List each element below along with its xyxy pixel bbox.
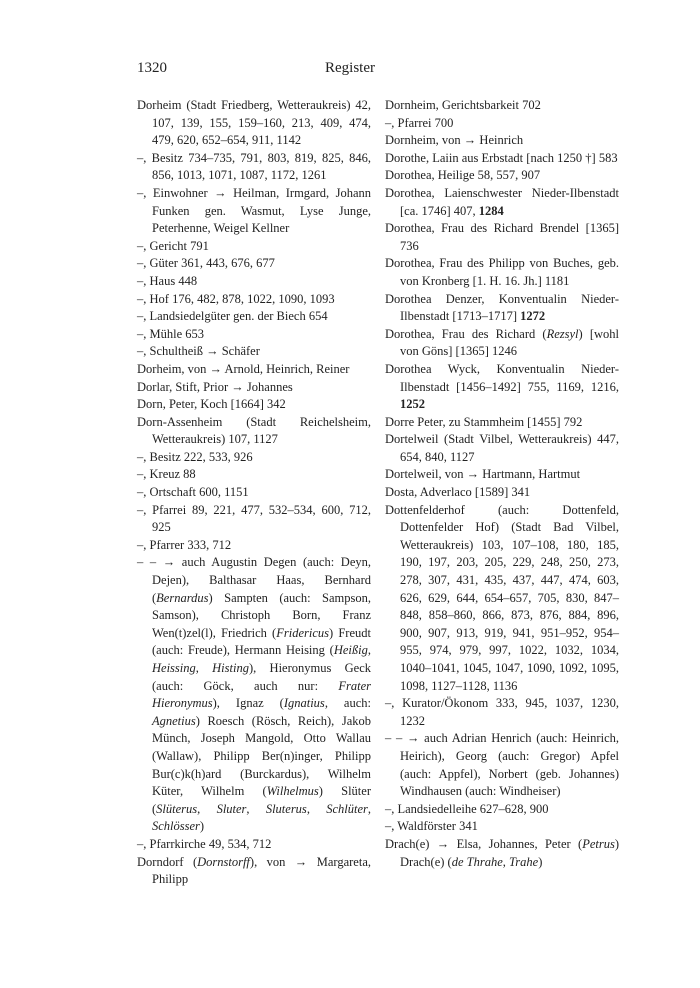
index-entry <box>385 97 619 115</box>
index-entry <box>385 695 619 730</box>
index-entry <box>137 854 371 889</box>
index-entry <box>137 502 371 537</box>
index-entry-segment: Dornheim, von → Heinrich <box>385 133 524 148</box>
index-entry-segment: –, Waldförster 341 <box>385 819 478 834</box>
index-entry <box>137 379 371 397</box>
index-entry-segment: Wilhelmus <box>266 784 319 799</box>
index-entry-segment: Dortelweil (Stadt Vilbel, Wetteraukreis) 447, 654, 840, 1127 <box>385 432 619 464</box>
index-entry-segment: 1272 <box>520 309 546 324</box>
index-entry-segment: Dorothea, Frau des Philipp von Buches, geb. von Kronberg [1. H. 16. Jh.] 1181 <box>385 256 619 288</box>
index-column-left <box>137 97 371 889</box>
index-entry-segment: –, Haus 448 <box>137 273 198 288</box>
index-entry-segment: ) Freudt (auch: Freude), Hermann Heising ( <box>152 625 371 658</box>
index-entry <box>385 291 619 326</box>
index-entry <box>137 273 371 291</box>
index-entry <box>385 326 619 361</box>
index-entry-segment: ) Roesch (Rösch, Reich), Jakob Münch, Joseph Mangold, Otto Wallau (Wallaw), Philipp Ber(n)inger, Philipp Bur(c)k(h)ard (Burckardus), Wilhelm Küter, Wilhelm ( <box>152 713 371 799</box>
index-entry-segment: Schlösser <box>152 819 200 834</box>
index-entry <box>137 326 371 344</box>
page-number: 1320 <box>137 60 167 76</box>
index-entry-segment: – – → auch Adrian Henrich (auch: Heinrich, Heirich), Georg (auch: Gregor) Apfel (auch: Appfel), Norbert (geb. Johannes) Windhausen (auch: Windheiser) <box>385 731 619 799</box>
index-entry-segment: Dorn, Peter, Koch [1664] 342 <box>137 397 286 412</box>
index-entry-segment: ) [wohl von Göns] [1365] 1246 <box>400 326 619 359</box>
index-entry <box>137 466 371 484</box>
index-entry-segment: Dornheim, Gerichtsbarkeit 702 <box>385 98 541 112</box>
index-entry <box>385 167 619 185</box>
index-entry-segment: Fridericus <box>276 625 330 640</box>
index-entry-segment: Dorothea, Frau des Richard ( <box>385 326 547 341</box>
index-entry <box>385 414 619 432</box>
index-entry-segment: Heissing <box>152 661 196 675</box>
index-entry-segment: Petrus <box>582 836 615 851</box>
index-entry-segment: –, Schultheiß → Schäfer <box>137 344 260 359</box>
index-entry-segment: –, Hof 176, 482, 878, 1022, 1090, 1093 <box>137 291 335 306</box>
index-entry-segment: 1284 <box>478 203 504 218</box>
index-entry-segment: , <box>367 643 371 658</box>
index-entry <box>137 343 371 361</box>
index-entry-segment: –, Ortschaft 600, 1151 <box>137 485 249 500</box>
index-entry-segment: –, Kurator/Ökonom 333, 945, 1037, 1230, 1232 <box>385 696 619 728</box>
index-entry <box>385 466 619 484</box>
index-entry-segment: Dorothea Denzer, Konventualin Nieder-Ilbenstadt [1713–1717] <box>385 291 619 324</box>
index-entry <box>385 484 619 502</box>
index-entry-segment: –, Pfarrkirche 49, 534, 712 <box>137 836 272 851</box>
index-entry-segment: Bernardus <box>156 590 209 605</box>
index-entry-segment: –, Landsiedelleihe 627–628, 900 <box>385 801 549 816</box>
index-entry-segment: Agnetius <box>152 713 196 728</box>
index-entry-segment: Dorothea Wyck, Konventualin Nieder-Ilbenstadt [1456–1492] 755, 1169, 1216, <box>385 361 619 394</box>
index-entry-segment: Dorn-Assenheim (Stadt Reichelsheim, Wetteraukreis) 107, 1127 <box>137 414 371 447</box>
index-entry-segment: Dorothea, Frau des Richard Brendel [1365] 736 <box>385 221 619 253</box>
index-entry-segment: , auch: <box>324 696 371 711</box>
index-entry-segment: Ignatius <box>283 696 325 711</box>
index-entry-segment: Dorlar, Stift, Prior → Johannes <box>137 379 293 394</box>
index-entry <box>385 502 619 696</box>
index-entry-segment: –, Landsiedelgüter gen. der Biech 654 <box>137 309 328 324</box>
index-entry-segment: Frater Hieronymus <box>152 678 371 711</box>
index-entry <box>137 414 371 449</box>
index-entry <box>137 255 371 273</box>
index-entry-segment: Dortelweil, von → Hartmann, Hartmut <box>385 467 581 482</box>
index-entry-segment: , <box>197 801 217 816</box>
index-entry-segment: Drach(e) → Elsa, Johannes, Peter ( <box>385 836 583 851</box>
index-entry-segment: ) Sampten (auch: Sampson, Samson), Christoph Born, Franz Wen(t)zel(l), Friedrich ( <box>152 590 371 640</box>
index-entry-segment: Dorre Peter, zu Stammheim [1455] 792 <box>385 414 583 429</box>
index-entry-segment: –, Gericht 791 <box>137 238 209 253</box>
index-entry-segment: , <box>306 801 327 816</box>
index-entry <box>385 150 619 168</box>
index-entry <box>137 537 371 555</box>
index-entry-segment: –, Pfarrer 333, 712 <box>137 537 232 552</box>
index-entry <box>385 836 619 871</box>
index-entry <box>385 115 619 133</box>
index-entry <box>137 150 371 185</box>
index-entry <box>385 361 619 414</box>
index-entry <box>137 291 371 309</box>
index-entry <box>137 396 371 414</box>
index-entry-segment: –, Besitz 734–735, 791, 803, 819, 825, 846, 856, 1013, 1071, 1087, 1172, 1261 <box>137 150 371 183</box>
index-entry-segment: Dorndorf ( <box>137 854 198 869</box>
index-entry-segment: Dorheim (Stadt Friedberg, Wetteraukreis) 42, 107, 139, 155, 159–160, 213, 409, 474, 479, 620, 652–654, 911, 1142 <box>137 98 371 148</box>
index-entry <box>385 730 619 800</box>
index-entry <box>137 308 371 326</box>
index-entry-segment: Dorheim, von → Arnold, Heinrich, Reiner <box>137 361 350 376</box>
index-entry-segment: Dorothea, Heilige 58, 557, 907 <box>385 168 541 183</box>
index-entry-segment: –, Mühle 653 <box>137 326 205 341</box>
index-entry <box>137 449 371 467</box>
index-entry-segment: Dorothea, Laienschwester Nieder-Ilbenstadt [ca. 1746] 407, <box>385 185 619 218</box>
index-entry-segment: 1252 <box>400 397 425 412</box>
index-entry <box>137 185 371 238</box>
index-entry <box>137 554 371 836</box>
index-entry-segment: Heißig <box>333 643 368 658</box>
index-entry <box>137 97 371 150</box>
index-entry-segment: de Thrahe <box>451 854 503 869</box>
index-entry <box>385 801 619 819</box>
index-entry-segment: Rezsyl <box>546 326 579 341</box>
index-entry-segment: Dorothe, Laiin aus Erbstadt [nach 1250 †] 583 <box>385 150 618 165</box>
index-entry-segment: ), Hieronymus Geck (auch: Göck, auch nur: <box>152 661 371 693</box>
index-entry <box>385 132 619 150</box>
index-entry-segment: –, Kreuz 88 <box>137 467 196 482</box>
index-entry <box>385 185 619 220</box>
index-entry-segment: Slüterus <box>156 801 198 816</box>
index-entry-segment: , <box>367 801 372 816</box>
index-entry <box>137 836 371 854</box>
index-entry <box>385 818 619 836</box>
index-entry-segment: ) Drach(e) ( <box>400 836 619 869</box>
index-entry-segment: ) <box>199 819 205 834</box>
index-entry-segment: , <box>246 801 266 816</box>
index-entry-segment: – – → auch Augustin Degen (auch: Deyn, Dejen), Balthasar Haas, Bernhard ( <box>137 555 371 605</box>
index-entry-segment: ), von → Margareta, Philipp <box>152 854 371 887</box>
index-entry <box>137 238 371 256</box>
index-entry <box>137 361 371 379</box>
index-entry-segment: –, Einwohner → Heilman, Irmgard, Johann Funken gen. Wasmut, Lyse Junge, Peterhenne, Weigel Kellner <box>137 185 371 236</box>
index-entry-segment: Sluter <box>216 801 247 816</box>
index-entry-segment: ), Ignaz ( <box>212 696 284 711</box>
index-entry-segment: , <box>195 661 213 675</box>
index-entry <box>385 431 619 466</box>
index-entry-segment: Sluterus <box>265 801 307 816</box>
index-entry-segment: ) Slüter ( <box>152 784 371 816</box>
index-entry-segment: –, Pfarrei 700 <box>385 115 454 130</box>
index-entry <box>385 255 619 290</box>
index-entry-segment: Schlüter <box>326 801 368 816</box>
index-entry-segment: Dottenfelderhof (auch: Dottenfeld, Dottenfelder Hof) (Stadt Bad Vilbel, Wetteraukreis) 103, 107–108, 180, 185, 190, 197, 203, 205, 229, 248, 250, 273, 278, 307, 431, 435, 437, 447, 474, 603, 626, 629, 644, 654–657, 705, 830, 847–848, 858–860, 866, 873, 876, 884, 896, 900, 907, 913, 919, 941, 951–952, 954–955, 974, 979, 997, 1022, 1032, 1034, 1040–1041, 1045, 1047, 1090, 1092, 1095, 1098, 1127–1128, 1136 <box>385 502 619 693</box>
index-entry-segment: –, Güter 361, 443, 676, 677 <box>137 256 275 271</box>
index-entry <box>385 220 619 255</box>
running-head: Register <box>325 60 375 76</box>
index-entry-segment: , <box>502 854 509 869</box>
index-column-right <box>385 97 619 871</box>
index-entry-segment: Dosta, Adverlaco [1589] 341 <box>385 485 531 500</box>
index-entry-segment: –, Pfarrei 89, 221, 477, 532–534, 600, 712, 925 <box>137 502 371 535</box>
index-entry-segment: ) <box>538 854 543 869</box>
index-entry-segment: Trahe <box>509 854 539 869</box>
index-entry-segment: –, Besitz 222, 533, 926 <box>137 449 253 464</box>
index-entry-segment: Dornstorff <box>197 854 250 869</box>
index-entry <box>137 484 371 502</box>
index-entry-segment: Histing <box>212 661 249 675</box>
